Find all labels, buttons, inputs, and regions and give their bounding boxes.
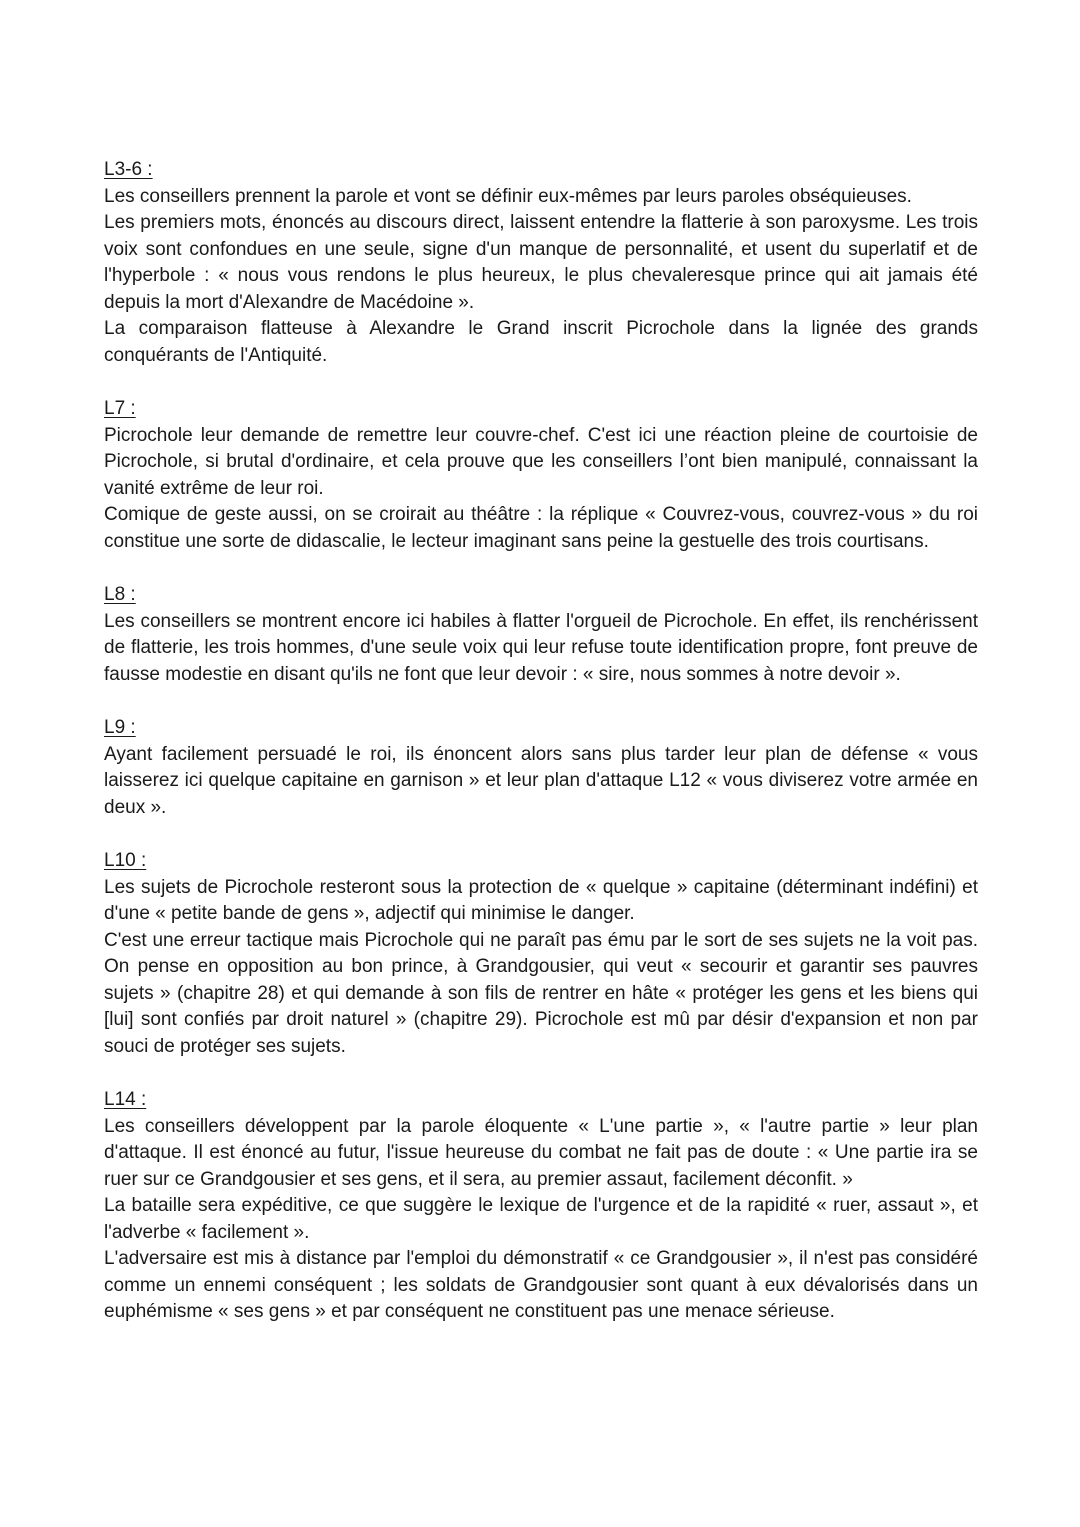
paragraph: C'est une erreur tactique mais Picrochole qui ne paraît pas ému par le sort de ses sujets ne la voit pas. On pense en opposition au bon prince, à Grandgousier, qui veut « secourir et garantir ses pauvres sujets » (chapitre 28) et qui demande à son fils de rentrer en hâte « protéger les gens et les biens qui [lui] sont confiés par droit naturel » (chapitre 29). Picrochole est mû par désir d'expansion et non par souci de protéger ses sujets. bbox=[104, 929, 978, 1057]
paragraph: Les premiers mots, énoncés au discours direct, laissent entendre la flatterie à son paroxysme. Les trois voix sont confondues en une seule, signe d'un manque de personnalité, et usent du superlatif et de l'hyperbole : « nous vous rendons le plus heureux, le plus chevaleresque prince qui ait jamais été depuis la mort d'Alexandre de Macédoine ». bbox=[104, 212, 978, 313]
section-heading: L3-6 : bbox=[104, 159, 153, 180]
section-heading: L8 : bbox=[104, 584, 136, 605]
paragraph: Picrochole leur demande de remettre leur couvre-chef. C'est ici une réaction pleine de courtoisie de Picrochole, si brutal d'ordinaire, et cela prouve que les conseillers l’ont bien manipulé, connaissant la vanité extrême de leur roi. bbox=[104, 424, 978, 499]
section-l8 bbox=[104, 582, 978, 688]
paragraph: Comique de geste aussi, on se croirait au théâtre : la réplique « Couvrez-vous, couvrez-vous » du roi constitue une sorte de didascalie, le lecteur imaginant sans peine la gestuelle des trois courtisans. bbox=[104, 504, 978, 552]
paragraph: Les conseillers développent par la parole éloquente « L'une partie », « l'autre partie » leur plan d'attaque. Il est énoncé au futur, l'issue heureuse du combat ne fait pas de doute : « Une partie ira se ruer sur ce Grandgousier et ses gens, et il sera, au premier assaut, facilement déconfit. » bbox=[104, 1115, 978, 1190]
paragraph: Les conseillers prennent la parole et vont se définir eux-mêmes par leurs paroles obséquieuses. bbox=[104, 185, 912, 207]
section-heading: L9 : bbox=[104, 717, 136, 738]
paragraph: Les sujets de Picrochole resteront sous la protection de « quelque » capitaine (déterminant indéfini) et d'une « petite bande de gens », adjectif qui minimise le danger. bbox=[104, 876, 978, 924]
paragraph: Ayant facilement persuadé le roi, ils énoncent alors sans plus tarder leur plan de défense « vous laisserez ici quelque capitaine en garnison » et leur plan d'attaque L12 « vous diviserez votre armée en deux ». bbox=[104, 743, 978, 818]
section-l7 bbox=[104, 396, 978, 555]
section-heading: L10 : bbox=[104, 850, 147, 871]
document-page bbox=[104, 157, 978, 1353]
section-heading: L14 : bbox=[104, 1089, 147, 1110]
section-l9 bbox=[104, 715, 978, 821]
paragraph: La bataille sera expéditive, ce que suggère le lexique de l'urgence et de la rapidité « ruer, assaut », et l'adverbe « facilement ». bbox=[104, 1195, 978, 1243]
paragraph: La comparaison flatteuse à Alexandre le Grand inscrit Picrochole dans la lignée des grands conquérants de l'Antiquité. bbox=[104, 318, 978, 366]
section-heading: L7 : bbox=[104, 398, 136, 419]
paragraph: Les conseillers se montrent encore ici habiles à flatter l'orgueil de Picrochole. En effet, ils renchérissent de flatterie, les trois hommes, d'une seule voix qui leur refuse toute identification propre, font preuve de fausse modestie en disant qu'ils ne font que leur devoir : « sire, nous sommes à notre devoir ». bbox=[104, 610, 978, 685]
section-l14 bbox=[104, 1087, 978, 1326]
paragraph: L'adversaire est mis à distance par l'emploi du démonstratif « ce Grandgousier », il n'est pas considéré comme un ennemi conséquent ; les soldats de Grandgousier sont quant à eux dévalorisés dans un euphémisme « ses gens » et par conséquent ne constituent pas une menace sérieuse. bbox=[104, 1248, 978, 1322]
section-l3-6 bbox=[104, 157, 978, 369]
section-l10 bbox=[104, 848, 978, 1060]
